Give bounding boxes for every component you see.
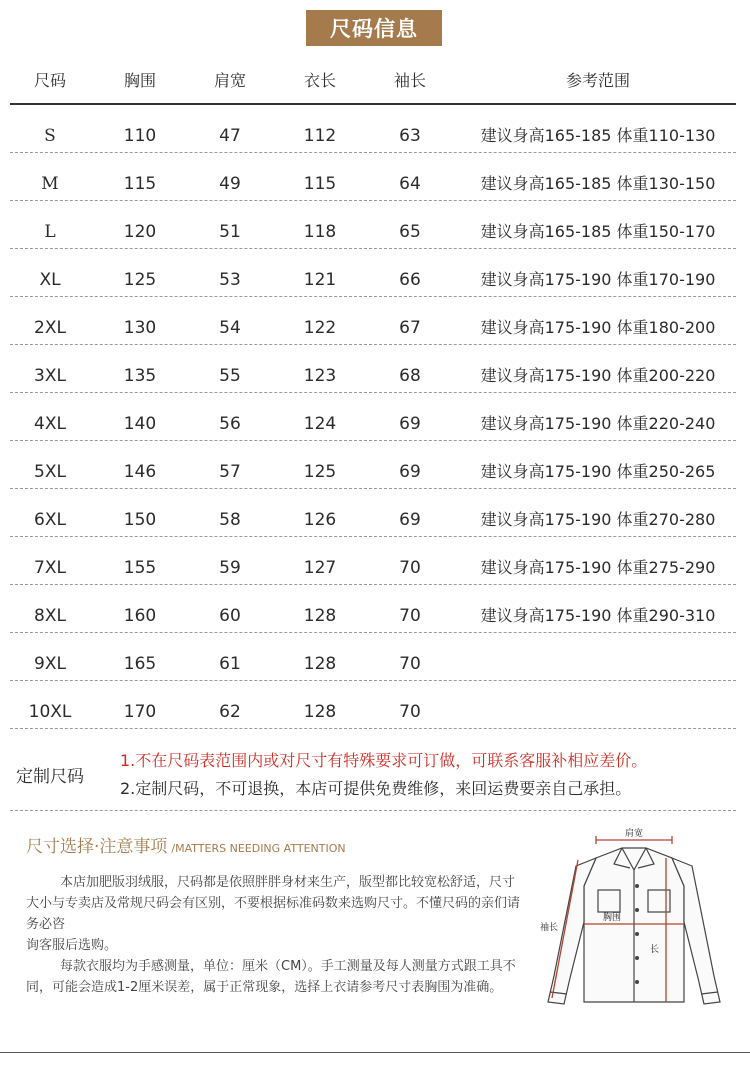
cell-length: 127 — [303, 558, 337, 578]
table-row — [10, 392, 736, 441]
cell-length: 121 — [303, 270, 337, 290]
cell-reference: 建议身高175-190 体重270-280 — [480, 510, 716, 529]
cell-size: M — [41, 174, 59, 194]
table-row — [10, 296, 736, 345]
bottom-divider — [0, 1052, 750, 1053]
table-row — [10, 632, 736, 681]
header-reference: 参考范围 — [565, 71, 630, 90]
cell-reference: 建议身高175-190 体重275-290 — [480, 558, 716, 577]
cell-length: 128 — [303, 654, 337, 674]
header-size: 尺码 — [33, 71, 66, 90]
cell-sleeve: 70 — [399, 606, 421, 626]
cell-sleeve: 64 — [399, 174, 421, 194]
cell-sleeve: 70 — [399, 702, 421, 722]
table-header — [10, 60, 736, 105]
notice-heading — [26, 832, 346, 857]
cell-chest: 160 — [123, 606, 157, 626]
cell-shoulder: 61 — [219, 654, 241, 674]
shirt-illustration — [534, 826, 734, 1016]
cell-reference: 建议身高165-185 体重110-130 — [480, 126, 716, 145]
cell-length: 115 — [303, 174, 337, 194]
cell-sleeve: 70 — [399, 654, 421, 674]
cell-chest: 146 — [123, 462, 157, 482]
header-chest: 胸围 — [123, 71, 156, 90]
cell-size: L — [44, 222, 56, 242]
cell-chest: 110 — [123, 126, 157, 146]
header-sleeve: 袖长 — [393, 71, 426, 90]
cell-length: 126 — [303, 510, 337, 530]
cell-size: 7XL — [34, 558, 66, 578]
notice-title: 尺寸选择·注意事项 — [26, 837, 168, 857]
cell-sleeve: 63 — [399, 126, 421, 146]
cell-shoulder: 51 — [219, 222, 241, 242]
notice-paragraph-1: 本店加肥版羽绒服，尺码都是依照胖胖身材来生产，版型都比较宽松舒适，尺寸大小与专卖店及常规尺码会有区别，不要根据标准码数来选购尺寸。不懂尺码的亲们请务必咨 — [26, 875, 521, 932]
diagram-chest-label: 胸围 — [602, 913, 622, 923]
cell-shoulder: 49 — [219, 174, 241, 194]
cell-length: 118 — [303, 222, 337, 242]
cell-length: 128 — [303, 606, 337, 626]
cell-size: 8XL — [34, 606, 66, 626]
table-row — [10, 104, 736, 153]
cell-shoulder: 57 — [219, 462, 241, 482]
cell-chest: 170 — [123, 702, 157, 722]
cell-shoulder: 60 — [219, 606, 241, 626]
table-row — [10, 152, 736, 201]
cell-size: 2XL — [34, 318, 66, 338]
measurement-diagram — [534, 826, 734, 1016]
cell-shoulder: 47 — [219, 126, 241, 146]
cell-reference: 建议身高175-190 体重250-265 — [480, 462, 716, 481]
diagram-shoulder-label: 肩宽 — [624, 829, 644, 839]
cell-sleeve: 66 — [399, 270, 421, 290]
cell-shoulder: 59 — [219, 558, 241, 578]
cell-reference: 建议身高165-185 体重130-150 — [480, 174, 716, 193]
cell-shoulder: 62 — [219, 702, 241, 722]
cell-chest: 140 — [123, 414, 157, 434]
cell-size: S — [44, 126, 56, 146]
table-row — [10, 248, 736, 297]
table-row — [10, 344, 736, 393]
custom-size-section — [10, 732, 736, 811]
cell-length: 123 — [303, 366, 337, 386]
cell-reference: 建议身高175-190 体重290-310 — [480, 606, 716, 625]
page-title: 尺码信息 — [306, 10, 442, 46]
cell-shoulder: 55 — [219, 366, 241, 386]
cell-length: 125 — [303, 462, 337, 482]
notice-paragraph-2: 每款衣服均为手感测量，单位：厘米（CM）。手工测量及每人测量方式跟工具不同，可能会造成1-2厘米误差，属于正常现象，选择上衣请参考尺寸表胸围为准确。 — [26, 959, 516, 995]
cell-chest: 165 — [123, 654, 157, 674]
header-length: 衣长 — [303, 71, 336, 90]
notice-paragraph-1b: 询客服后选购。 — [26, 938, 118, 953]
cell-reference: 建议身高165-185 体重150-170 — [480, 222, 716, 241]
cell-length: 112 — [303, 126, 337, 146]
cell-chest: 125 — [123, 270, 157, 290]
cell-shoulder: 58 — [219, 510, 241, 530]
notice-subtitle: /MATTERS NEEDING ATTENTION — [171, 842, 346, 855]
notice-body — [26, 872, 526, 998]
cell-reference: 建议身高175-190 体重170-190 — [480, 270, 716, 289]
header-shoulder: 肩宽 — [213, 71, 246, 90]
cell-sleeve: 67 — [399, 318, 421, 338]
cell-size: 10XL — [28, 702, 72, 722]
cell-chest: 130 — [123, 318, 157, 338]
table-row — [10, 584, 736, 633]
cell-chest: 135 — [123, 366, 157, 386]
cell-shoulder: 53 — [219, 270, 241, 290]
custom-size-note-1: 1.不在尺码表范围内或对尺寸有特殊要求可订做，可联系客服补相应差价。 — [120, 751, 648, 770]
cell-sleeve: 65 — [399, 222, 421, 242]
cell-chest: 155 — [123, 558, 157, 578]
custom-size-label: 定制尺码 — [16, 767, 84, 787]
table-row — [10, 200, 736, 249]
cell-length: 128 — [303, 702, 337, 722]
table-row — [10, 680, 736, 729]
cell-chest: 115 — [123, 174, 157, 194]
cell-size: XL — [39, 270, 61, 290]
cell-sleeve: 69 — [399, 414, 421, 434]
table-row — [10, 440, 736, 489]
diagram-sleeve-label: 袖长 — [540, 923, 559, 933]
cell-size: 4XL — [34, 414, 66, 434]
cell-sleeve: 68 — [399, 366, 421, 386]
table-row — [10, 536, 736, 585]
cell-size: 9XL — [34, 654, 66, 674]
cell-reference: 建议身高175-190 体重220-240 — [480, 414, 716, 433]
cell-sleeve: 69 — [399, 462, 421, 482]
cell-shoulder: 54 — [219, 318, 241, 338]
cell-size: 3XL — [34, 366, 66, 386]
cell-size: 5XL — [34, 462, 66, 482]
cell-reference: 建议身高175-190 体重180-200 — [480, 318, 716, 337]
cell-chest: 150 — [123, 510, 157, 530]
diagram-length-label: 长 — [650, 945, 660, 955]
cell-sleeve: 70 — [399, 558, 421, 578]
cell-length: 122 — [303, 318, 337, 338]
cell-chest: 120 — [123, 222, 157, 242]
cell-reference: 建议身高175-190 体重200-220 — [480, 366, 716, 385]
table-row — [10, 488, 736, 537]
cell-length: 124 — [303, 414, 337, 434]
cell-sleeve: 69 — [399, 510, 421, 530]
custom-size-note-2: 2.定制尺码，不可退换，本店可提供免费维修，来回运费要亲自己承担。 — [120, 779, 632, 798]
cell-size: 6XL — [34, 510, 66, 530]
cell-shoulder: 56 — [219, 414, 241, 434]
